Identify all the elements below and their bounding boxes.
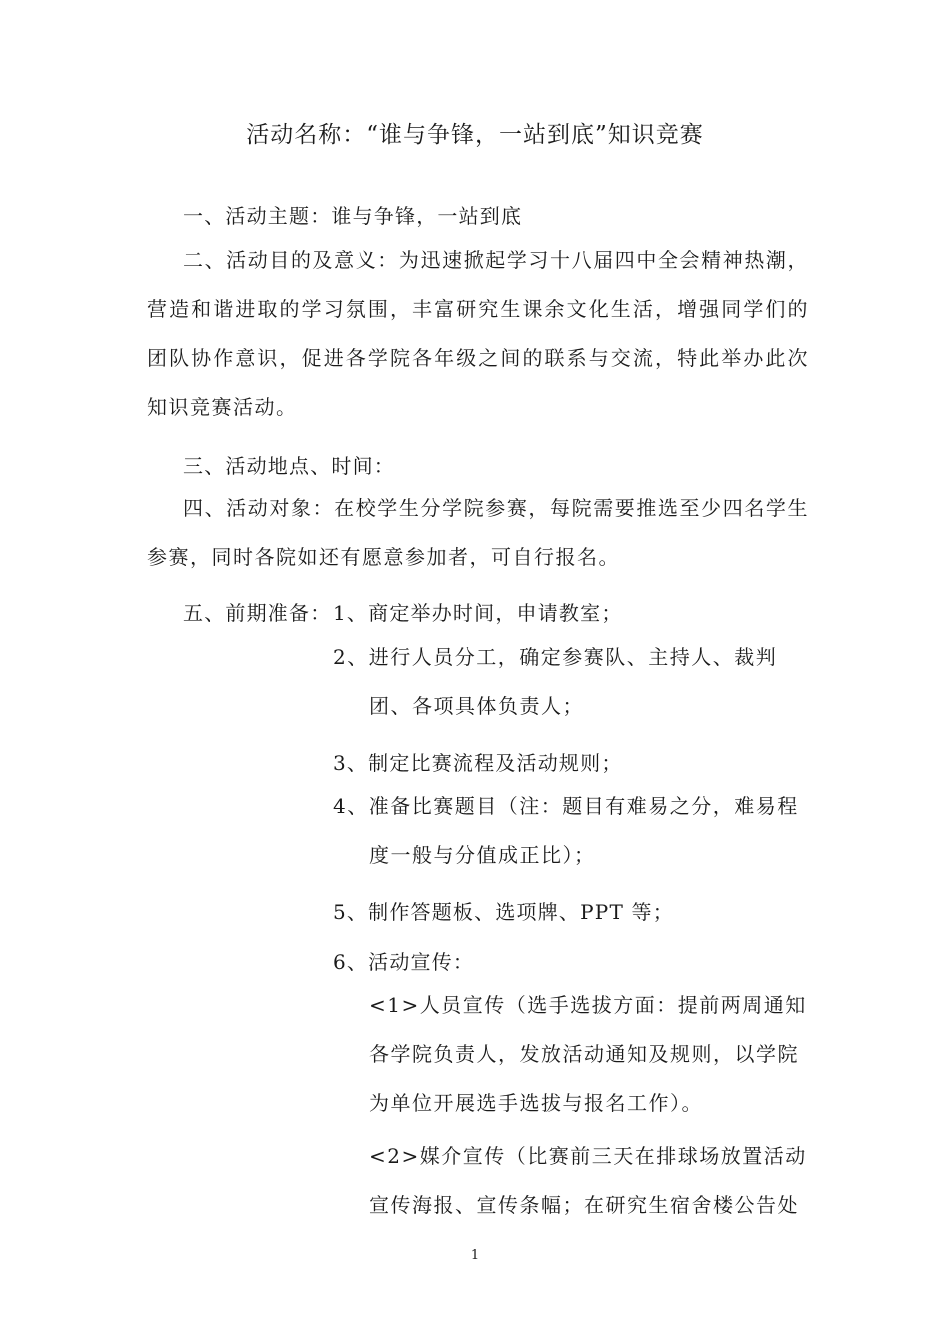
section-participants: 四、活动对象：在校学生分学院参赛，每院需要推选至少四名学生参赛，同时各院如还有愿意参加者，可自行报名。	[147, 496, 809, 569]
prep-item-5: 5、制作答题板、选项牌、PPT 等；	[333, 900, 674, 924]
prep-item-6: 6、活动宣传：	[333, 950, 475, 974]
prep-item-6-1: <1>人员宣传（选手选拔方面：提前两周通知各学院负责人，发放活动通知及规则，以学院为单位开展选手选拔与报名工作）。	[369, 993, 807, 1115]
section-preparation-heading: 五、前期准备：	[183, 601, 332, 625]
prep-item-3: 3、制定比赛流程及活动规则；	[333, 751, 623, 775]
prep-item-1: 1、商定举办时间，申请教室；	[333, 601, 623, 625]
section-purpose: 二、活动目的及意义：为迅速掀起学习十八届四中全会精神热潮，营造和谐进取的学习氛围，丰富研究生课余文化生活，增强同学们的团队协作意识，促进各学院各年级之间的联系与交流，特此举办此次知识竞赛活动。	[147, 248, 809, 419]
prep-item-2-text: 2、进行人员分工，确定参赛队、主持人、裁判团、各项具体负责人；	[333, 645, 778, 718]
section-theme: 一、活动主题：谁与争锋，一站到底	[183, 204, 523, 228]
document-title: 活动名称：“谁与争锋，一站到底”知识竞赛	[246, 122, 704, 148]
prep-item-6-2: <2>媒介宣传（比赛前三天在排球场放置活动宣传海报、宣传条幅；在研究生宿舍楼公告处	[369, 1144, 807, 1217]
prep-item-4-text: 4、准备比赛题目（注：题目有难易之分，难易程度一般与分值成正比）；	[333, 794, 799, 867]
page-number: 1	[470, 1248, 480, 1263]
prep-item-4	[333, 782, 809, 880]
prep-item-2	[333, 633, 809, 731]
section-location-time: 三、活动地点、时间：	[183, 454, 395, 478]
